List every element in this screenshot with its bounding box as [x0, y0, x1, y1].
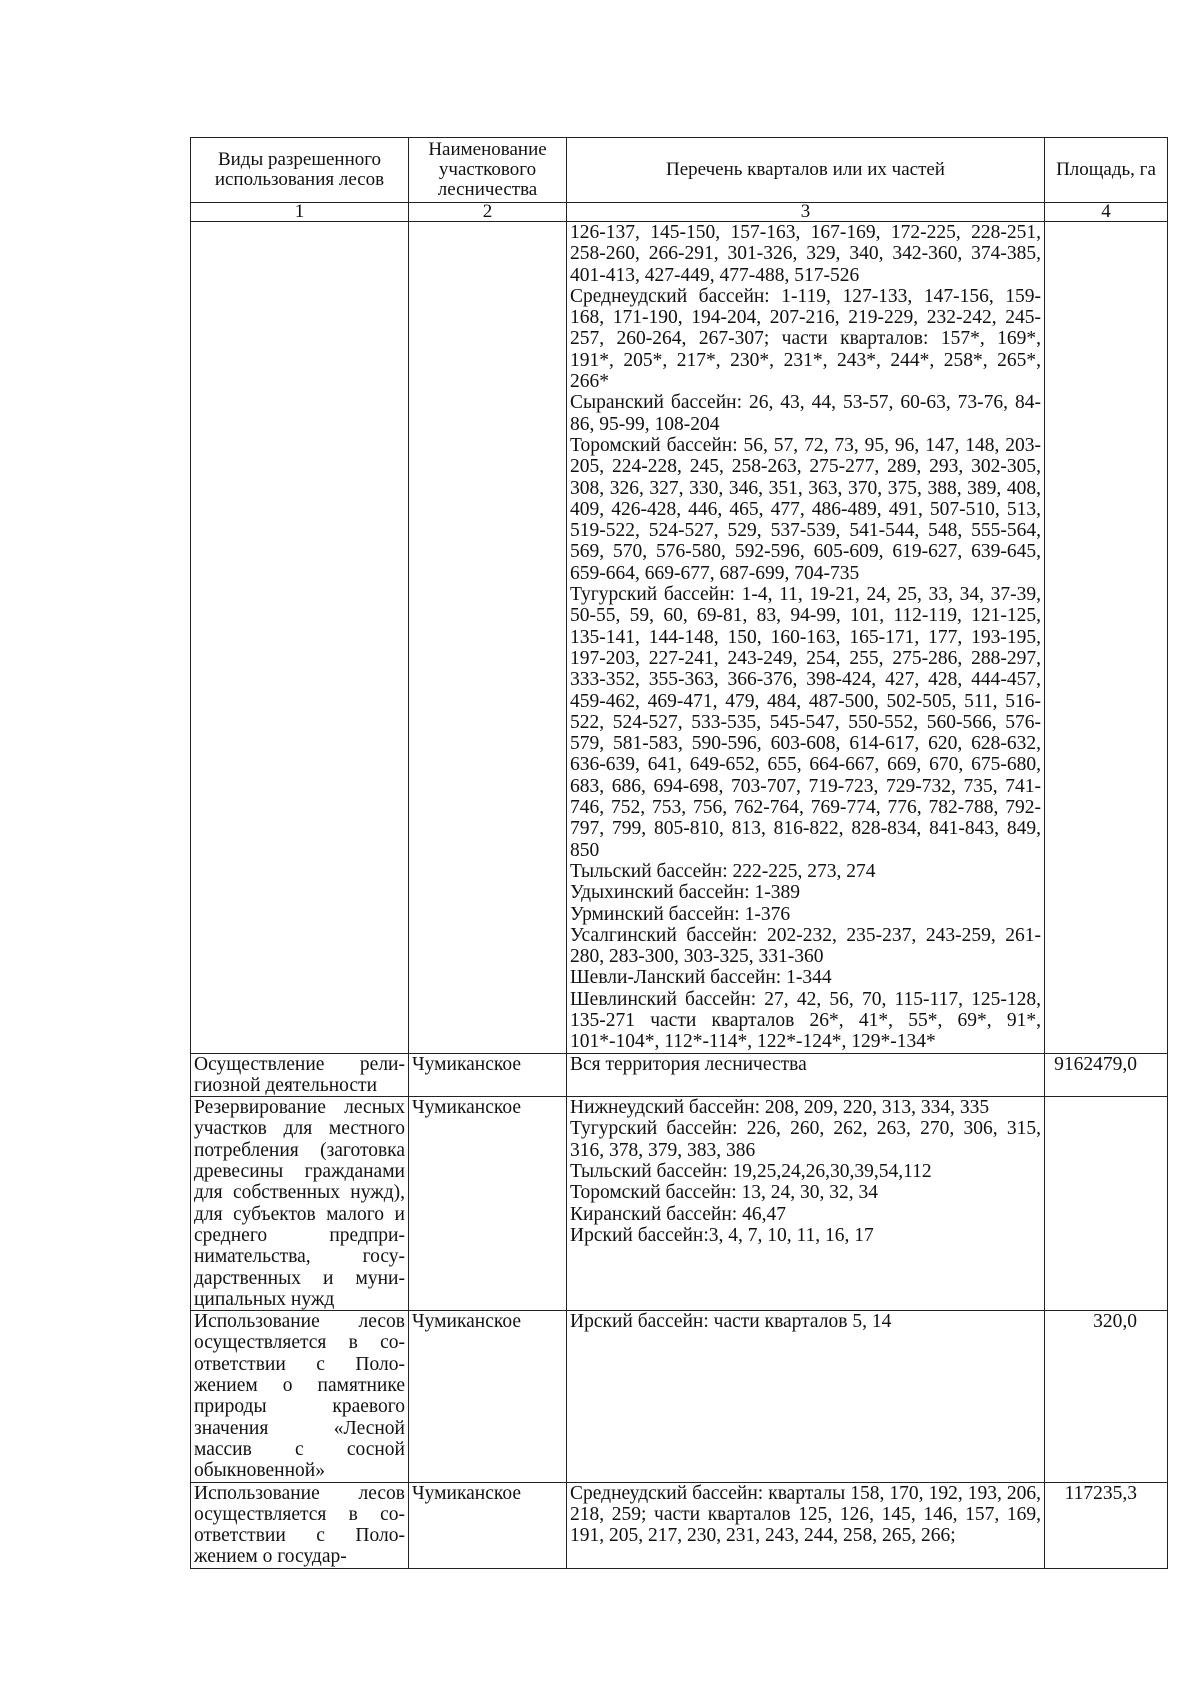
header-area: Площадь, га — [1045, 138, 1168, 203]
quarters-line: Урминский бассейн: 1-376 — [570, 903, 791, 925]
quarters-line: Вся территория лесничества — [570, 1053, 807, 1075]
area-cell: 320,0 — [1045, 1311, 1168, 1482]
quarters-line: Усалгинский бассейн: 202-232, 235-237, 243-259, 261-280, 283-300, 303-325, 331-360 — [570, 924, 1041, 968]
quarters-line: Удыхинский бассейн: 1-389 — [570, 882, 801, 904]
header-row — [191, 138, 1168, 203]
quarters-line: Сыранский бассейн: 26, 43, 44, 53-57, 60-63, 73-76, 84-86, 95-99, 108-204 — [570, 392, 1041, 435]
forestry-cell — [409, 222, 567, 1054]
quarters-line: Шевли-Ланский бассейн: 1-344 — [570, 967, 832, 989]
kind-of-use-cell: Использование лесов осуществляется в соответствии с Положением о памятнике природы краевого значения «Лесной массив с сосной обыкновенной» — [191, 1311, 409, 1482]
table-row — [191, 1053, 1168, 1097]
quarters-line: Среднеудский бассейн: кварталы 158, 170, 192, 193, 206, 218, 259; части кварталов 125, 126, 145, 146, 157, 169, 191, 205, 217, 230, 231, 243, 244, 258, 265, 266; — [570, 1482, 1041, 1547]
column-number: 3 — [567, 203, 1045, 222]
kind-of-use-cell — [191, 222, 409, 1054]
forest-use-table — [190, 137, 1168, 1569]
quarters-line: Шевлинский бассейн: 27, 42, 56, 70, 115-117, 125-128, 135-271 части кварталов 26*, 41*, 55*, 69*, 91*, 101*-104*, 112*-114*, 122*-124*, 129*-134* — [570, 988, 1041, 1053]
quarters-line: Тугурский бассейн: 226, 260, 262, 263, 270, 306, 315, 316, 378, 379, 383, 386 — [570, 1118, 1041, 1161]
forestry-cell: Чумиканское — [409, 1053, 567, 1097]
quarters-line: Нижнеудский бассейн: 208, 209, 220, 313, 334, 335 — [570, 1097, 990, 1119]
area-cell: 9162479,0 — [1045, 1053, 1168, 1097]
quarters-line: 126-137, 145-150, 157-163, 167-169, 172-225, 228-251, 258-260, 266-291, 301-326, 329, 340, 342-360, 374-385, 401-413, 427-449, 477-488, 517-526 — [570, 222, 1041, 286]
area-cell: 117235,3 — [1045, 1482, 1168, 1568]
forestry-cell: Чумиканское — [409, 1311, 567, 1482]
table-row — [191, 1482, 1168, 1568]
quarters-line: Среднеудский бассейн: 1-119, 127-133, 147-156, 159-168, 171-190, 194-204, 207-216, 219-229, 232-242, 245-257, 260-264, 267-307; части кварталов: 157*, 169*, 191*, 205*, 217*, 230*, 231*, 243*, 244*, 258*, 265*, 266* — [570, 285, 1041, 393]
area-cell — [1045, 1097, 1168, 1311]
quarters-line: Тыльский бассейн: 19,25,24,26,30,39,54,112 — [570, 1161, 932, 1183]
header-quarters-list: Перечень кварталов или их частей — [567, 138, 1045, 203]
quarters-line: Торомский бассейн: 56, 57, 72, 73, 95, 96, 147, 148, 203-205, 224-228, 245, 258-263, 275-277, 289, 293, 302-305, 308, 326, 327, 330, 346, 351, 363, 370, 375, 388, 389, 408, 409, 426-428, 446, 465, 477, 486-489, 491, 507-510, 513, 519-522, 524-527, 529, 537-539, 541-544, 548, 555-564, 569, 570, 576-580, 592-596, 605-609, 619-627, 639-645, 659-664, 669-677, 687-699, 704-735 — [570, 434, 1041, 584]
column-number: 2 — [409, 203, 567, 222]
header-forestry-name: Наименование участкового лесничества — [409, 138, 567, 203]
column-number: 4 — [1045, 203, 1168, 222]
quarters-cell — [567, 1482, 1045, 1568]
table-row — [191, 1311, 1168, 1482]
table-row — [191, 222, 1168, 1054]
quarters-cell — [567, 1311, 1045, 1482]
quarters-cell — [567, 1053, 1045, 1097]
quarters-line: Торомский бассейн: 13, 24, 30, 32, 34 — [570, 1182, 878, 1204]
quarters-cell — [567, 222, 1045, 1054]
kind-of-use-cell: Резервирование лесных участков для местного потребления (заготовка древесины гражданами для собственных нужд), для субъектов малого и среднего предпринимательства, государственных и муниципальных нужд — [191, 1097, 409, 1311]
kind-of-use-cell: Использование лесов осуществляется в соответствии с Положением о государ- — [191, 1482, 409, 1568]
table-row — [191, 1097, 1168, 1311]
forestry-cell: Чумиканское — [409, 1482, 567, 1568]
column-number: 1 — [191, 203, 409, 222]
quarters-cell — [567, 1097, 1045, 1311]
area-cell — [1045, 222, 1168, 1054]
header-kind-of-use: Виды разрешенного использования лесов — [191, 138, 409, 203]
quarters-line: Тыльский бассейн: 222-225, 273, 274 — [570, 860, 876, 882]
forestry-cell: Чумиканское — [409, 1097, 567, 1311]
quarters-line: Ирский бассейн:3, 4, 7, 10, 11, 16, 17 — [570, 1224, 874, 1246]
quarters-line: Киранский бассейн: 46,47 — [570, 1203, 786, 1225]
kind-of-use-cell: Осуществление религиозной деятельности — [191, 1053, 409, 1097]
quarters-line: Ирский бассейн: части кварталов 5, 14 — [570, 1311, 892, 1333]
column-number-row — [191, 203, 1168, 222]
quarters-line: Тугурский бассейн: 1-4, 11, 19-21, 24, 25, 33, 34, 37-39, 50-55, 59, 60, 69-81, 83, 94-99, 101, 112-119, 121-125, 135-141, 144-148, 150, 160-163, 165-171, 177, 193-195, 197-203, 227-241, 243-249, 254, 255, 275-286, 288-297, 333-352, 355-363, 366-376, 398-424, 427, 428, 444-457, 459-462, 469-471, 479, 484, 487-500, 502-505, 511, 516-522, 524-527, 533-535, 545-547, 550-552, 560-566, 576-579, 581-583, 590-596, 603-608, 614-617, 620, 628-632, 636-639, 641, 649-652, 655, 664-667, 669, 670, 675-680, 683, 686, 694-698, 703-707, 719-723, 729-732, 735, 741-746, 752, 753, 756, 762-764, 769-774, 776, 782-788, 792-797, 799, 805-810, 813, 816-822, 828-834, 841-843, 849, 850 — [570, 584, 1041, 861]
